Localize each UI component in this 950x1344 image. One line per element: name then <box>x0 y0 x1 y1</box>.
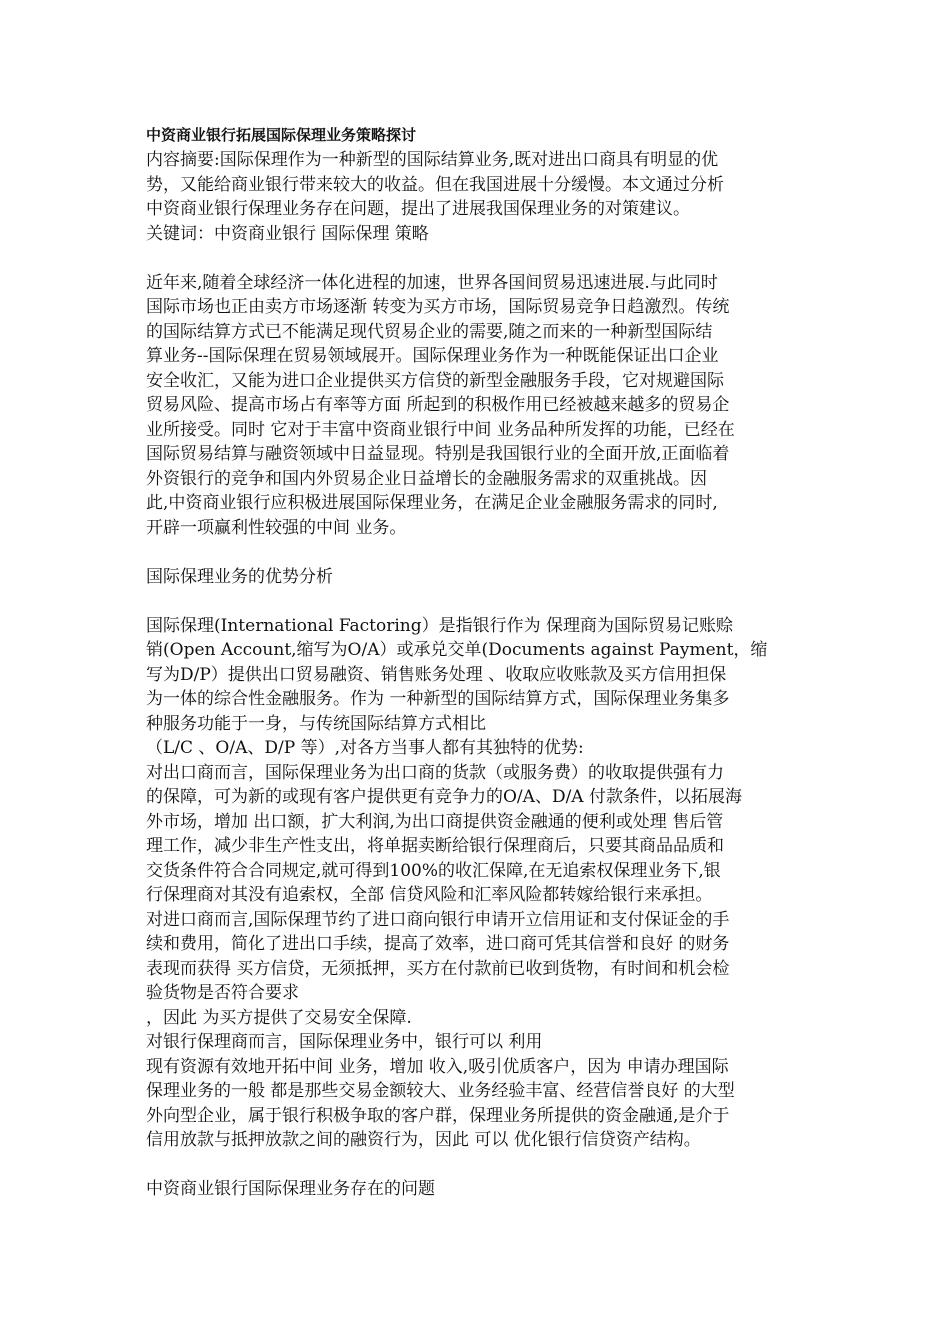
paragraph-line: 的国际结算方式已不能满足现代贸易企业的需要,随之而来的一种新型国际结 <box>146 321 713 342</box>
section-heading: 中资商业银行国际保理业务存在的问题 <box>146 1179 435 1199</box>
paragraph-line: 信用放款与抵押放款之间的融资行为，因此 可以 优化银行信贷资产结构。 <box>146 1130 701 1150</box>
section-heading: 国际保理业务的优势分析 <box>146 566 333 587</box>
paragraph-line: 安全收汇，又能为进口企业提供买方信贷的新型金融服务手段，它对规避国际 <box>146 370 724 391</box>
abstract-line: 内容摘要:国际保理作为一种新型的国际结算业务,既对进出口商具有明显的优 <box>146 150 719 170</box>
paragraph-line: 算业务--国际保理在贸易领域展开。国际保理业务作为一种既能保证出口企业 <box>146 346 719 366</box>
abstract-block <box>146 148 810 246</box>
paragraph-line: 种服务功能于一身，与传统国际结算方式相比 <box>146 713 486 734</box>
paragraph-line: 国际贸易结算与融资领域中日益显现。特别是我国银行业的全面开放,正面临着 <box>146 444 730 464</box>
paragraph-line: 对银行保理商而言，国际保理业务中，银行可以 利用 <box>146 1032 543 1052</box>
paragraph-line: 开辟一项赢利性较强的中间 业务。 <box>146 517 407 538</box>
paragraph-line: 贸易风险、提高市场占有率等方面 所起到的积极作用已经被越来越多的贸易企 <box>146 395 730 415</box>
paragraph-line: 对进口商而言,国际保理节约了进口商向银行申请开立信用证和支付保证金的手 <box>146 909 730 930</box>
paragraph-line: ，因此 为买方提供了交易安全保障. <box>146 1007 412 1028</box>
paragraph-line: （L/C 、O/A、D/P 等）,对各方当事人都有其独特的优势: <box>146 738 584 758</box>
blank-line <box>146 540 810 565</box>
paragraph-line: 续和费用，简化了进出口手续，提高了效率，进口商可凭其信誉和良好 的财务 <box>146 934 730 954</box>
section1-body <box>146 614 810 1153</box>
paragraph-line: 验货物是否符合要求 <box>146 983 299 1003</box>
keywords-line: 关键词：中资商业银行 国际保理 策略 <box>146 223 429 244</box>
blank-line <box>146 589 810 614</box>
paragraph-line: 行保理商对其没有追索权，全部 信贷风险和汇率风险都转嫁给银行来承担。 <box>146 885 713 905</box>
blank-line <box>146 1153 810 1178</box>
abstract-line: 势，又能给商业银行带来较大的收益。但在我国进展十分缓慢。本文通过分析 <box>146 174 724 195</box>
paragraph-line: 外资银行的竞争和国内外贸易企业日益增长的金融服务需求的双重挑战。因 <box>146 468 707 489</box>
paragraph-line: 理工作，减少非生产性支出，将单据卖断给银行保理商后，只要其商品品质和 <box>146 836 724 856</box>
paragraph-line: 交货条件符合合同规定,就可得到100%的收汇保障,在无追索权保理业务下,银 <box>146 860 721 881</box>
paragraph-line: 表现而获得 买方信贷，无须抵押，买方在付款前已收到货物，有时间和机会检 <box>146 958 730 979</box>
blank-line <box>146 246 810 271</box>
paragraph-line: 对出口商而言，国际保理业务为出口商的货款（或服务费）的收取提供强有力 <box>146 762 724 783</box>
paragraph-line: 此,中资商业银行应积极进展国际保理业务，在满足企业金融服务需求的同时, <box>146 493 718 513</box>
intro-paragraph <box>146 271 810 541</box>
paragraph-line: 现有资源有效地开拓中间 业务，增加 收入,吸引优质客户，因为 申请办理国际 <box>146 1056 729 1077</box>
document-title: 中资商业银行拓展国际保理业务策略探讨 <box>146 126 417 144</box>
paragraph-line: 为一体的综合性金融服务。作为 一种新型的国际结算方式，国际保理业务集多 <box>146 689 730 709</box>
paragraph-line: 国际保理(International Factoring）是指银行作为 保理商为国际贸易记账赊 <box>146 615 733 636</box>
paragraph-line: 国际市场也正由卖方市场逐渐 转变为买方市场，国际贸易竞争日趋激烈。传统 <box>146 297 730 317</box>
paragraph-line: 写为D/P）提供出口贸易融资、销售账务处理 、收取应收账款及买方信用担保 <box>146 664 727 685</box>
paragraph-line: 外向型企业，属于银行积极争取的客户群，保理业务所提供的资金融通,是介于 <box>146 1105 730 1126</box>
paragraph-line: 外市场，增加 出口额，扩大利润,为出口商提供资金融通的便利或处理 售后管 <box>146 811 724 832</box>
paragraph-line: 近年来,随着全球经济一体化进程的加速，世界各国间贸易迅速进展.与此同时 <box>146 272 718 293</box>
paragraph-line: 销(Open Account,缩写为O/A）或承兑交单(Documents against Payment，缩 <box>146 640 768 660</box>
document-page <box>146 122 810 1202</box>
paragraph-line: 的保障，可为新的或现有客户提供更有竞争力的O/A、D/A 付款条件，以拓展海 <box>146 787 742 807</box>
abstract-line: 中资商业银行保理业务存在问题，提出了进展我国保理业务的对策建议。 <box>146 199 690 219</box>
paragraph-line: 业所接受。同时 它对于丰富中资商业银行中间 业务品种所发挥的功能，已经在 <box>146 419 735 440</box>
paragraph-line: 保理业务的一般 都是那些交易金额较大、业务经验丰富、经营信誉良好 的大型 <box>146 1081 735 1101</box>
